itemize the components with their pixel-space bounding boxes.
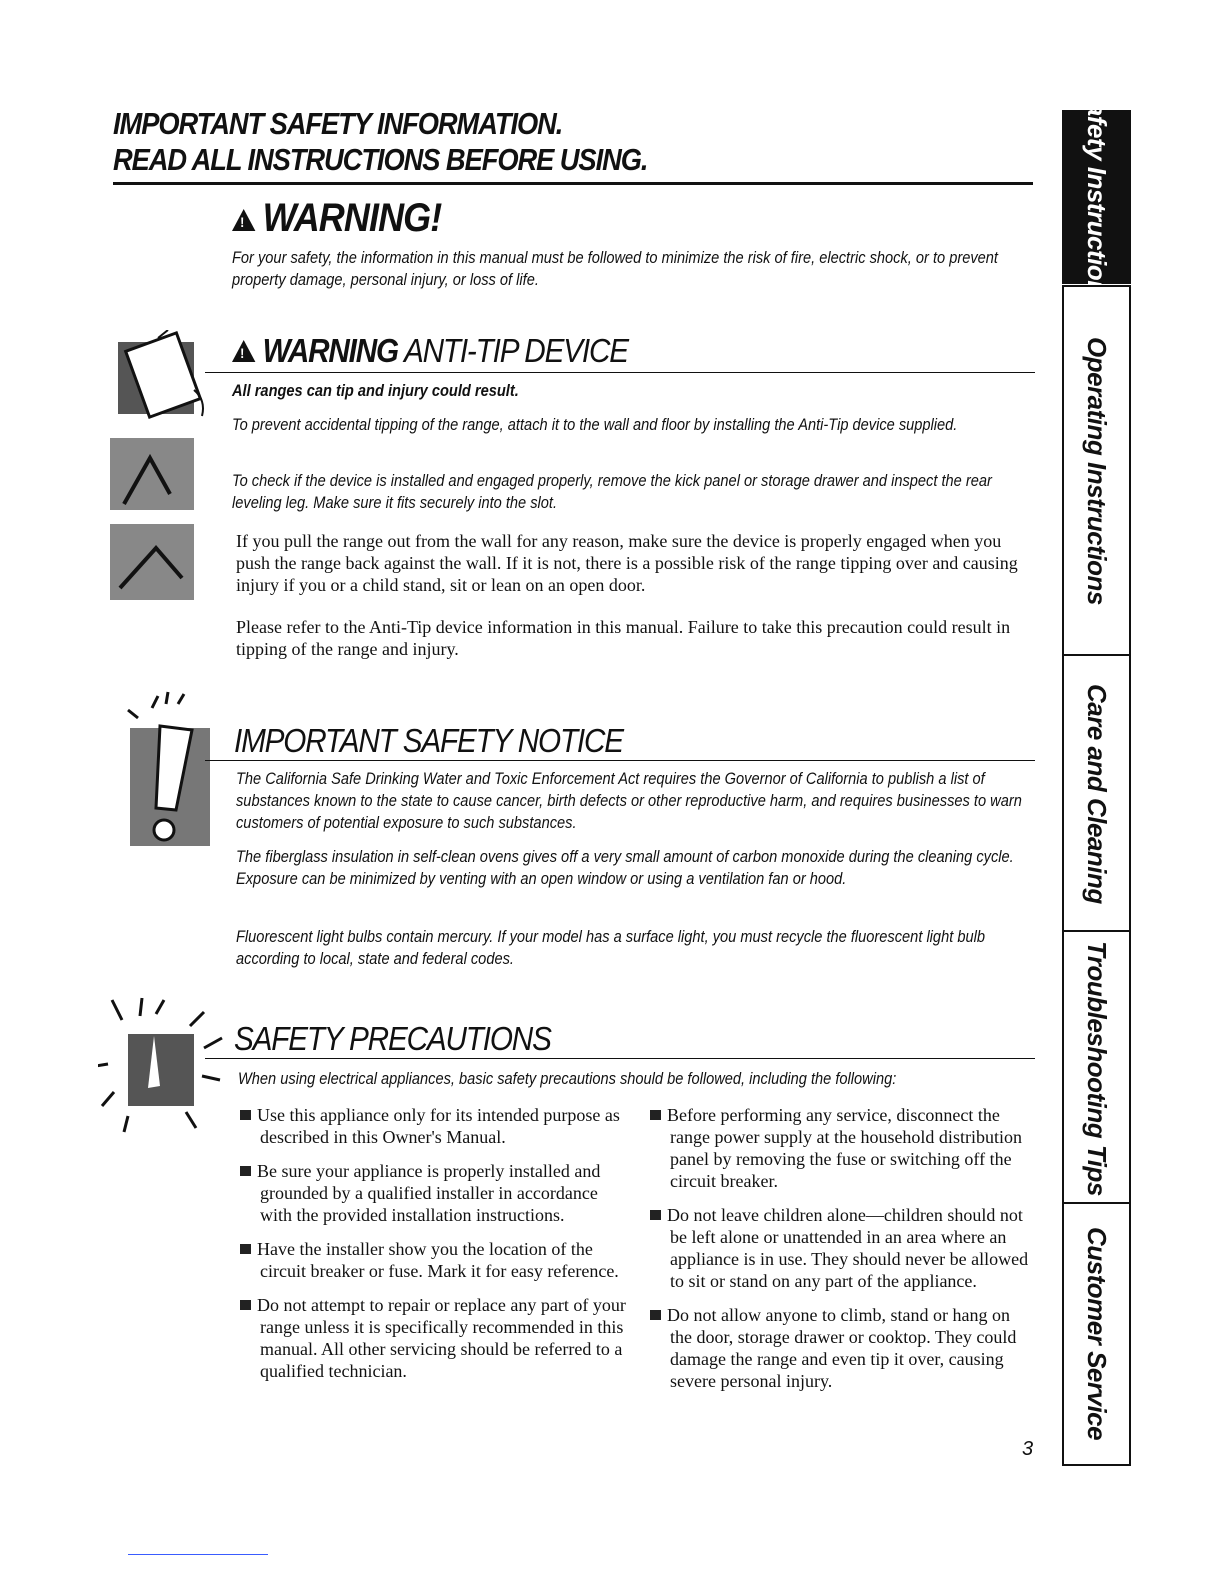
tab-customer-service[interactable]: Customer Service — [1062, 1202, 1131, 1466]
anti-tip-paragraph: If you pull the range out from the wall for any reason, make sure the device is properly engaged when you push the range back against the wall. If it is not, there is a possible risk of the range tipping over and causing injury if you or a child stand, sit or lean on an open door. — [236, 531, 1018, 595]
precautions-lead: When using electrical appliances, basic safety precautions should be followed, including the following: — [238, 1069, 897, 1088]
list-item: Do not allow anyone to climb, stand or hang on the door, storage drawer or cooktop. They could damage the range and even tip it over, causing severe personal injury. — [650, 1304, 1035, 1392]
notice-title: IMPORTANT SAFETY NOTICE — [234, 722, 623, 759]
warning-text: For your safety, the information in this manual must be followed to minimize the risk of fire, electric shock, or to prevent property damage, personal injury, or loss of life. — [232, 248, 998, 289]
tab-troubleshooting-tips[interactable]: Troubleshooting Tips — [1062, 930, 1131, 1204]
footer-rule — [128, 1554, 268, 1555]
list-item: Use this appliance only for its intended purpose as described in this Owner's Manual. — [240, 1104, 632, 1148]
notice-paragraph: The fiberglass insulation in self-clean ovens gives off a very small amount of carbon monoxide during the cleaning cycle. Exposure can be minimized by venting with an open window or using a ventilation fan or hood. — [236, 847, 1014, 888]
anti-tip-paragraph: To prevent accidental tipping of the range, attach it to the wall and floor by installing the Anti-Tip device supplied. — [232, 415, 958, 434]
warning-triangle-icon — [232, 340, 255, 362]
tab-operating-instructions[interactable]: Operating Instructions — [1062, 285, 1131, 655]
anti-tip-title: !WARNING ANTI-TIP DEVICE — [232, 332, 628, 370]
notice-paragraph: The California Safe Drinking Water and Toxic Enforcement Act requires the Governor of California to publish a list of substances known to the state to cause cancer, birth defects or other reproductive harm, and requires businesses to warn customers of potential exposure to such substances. — [236, 769, 1022, 832]
tab-care-and-cleaning[interactable]: Care and Cleaning — [1062, 654, 1131, 932]
list-item: Before performing any service, disconnect the range power supply at the household distribution panel by removing the fuse or switching off the circuit breaker. — [650, 1104, 1035, 1192]
range-tipping-illustration-icon — [108, 330, 212, 422]
tab-safety-instructions[interactable]: Safety Instructions — [1062, 110, 1131, 284]
precautions-rule — [205, 1058, 1035, 1059]
header-rule — [113, 182, 1033, 185]
anti-tip-bracket-illustration-icon — [110, 438, 194, 600]
anti-tip-paragraph: Please refer to the Anti-Tip device information in this manual. Failure to take this precaution could result in tipping of the range and injury. — [236, 617, 1011, 659]
header-line-2: READ ALL INSTRUCTIONS BEFORE USING. — [113, 142, 648, 177]
warning-title: !WARNING! — [232, 196, 441, 241]
warning-triangle-icon — [232, 209, 255, 231]
page-number: 3 — [1022, 1438, 1034, 1460]
list-item: Have the installer show you the location of the circuit breaker or fuse. Mark it for easy reference. — [240, 1238, 632, 1282]
list-item: Be sure your appliance is properly installed and grounded by a qualified installer in accordance with the provided installation instructions. — [240, 1160, 632, 1226]
notice-rule — [205, 760, 1035, 761]
notice-exclamation-illustration-icon — [108, 690, 228, 860]
list-item: Do not leave children alone—children should not be left alone or unattended in an area where an appliance is in use. They should never be allowed to sit or stand on any part of the appliance. — [650, 1204, 1035, 1292]
anti-tip-paragraph: To check if the device is installed and engaged properly, remove the kick panel or storage drawer and inspect the rear leveling leg. Make sure it fits securely into the slot. — [232, 471, 992, 512]
anti-tip-rule — [205, 372, 1035, 373]
anti-tip-lead: All ranges can tip and injury could result. — [232, 381, 519, 400]
electrical-shock-illustration-icon — [98, 996, 230, 1134]
precautions-left-column — [240, 1104, 632, 1394]
list-item: Do not attempt to repair or replace any part of your range unless it is specifically recommended in this manual. All other servicing should be referred to a qualified technician. — [240, 1294, 632, 1382]
precautions-right-column — [650, 1104, 1035, 1404]
header-line-1: IMPORTANT SAFETY INFORMATION. — [113, 106, 563, 141]
precautions-title: SAFETY PRECAUTIONS — [234, 1020, 551, 1057]
notice-paragraph: Fluorescent light bulbs contain mercury. If your model has a surface light, you must recycle the fluorescent light bulb according to local, state and federal codes. — [236, 927, 985, 968]
page-header — [113, 106, 923, 178]
